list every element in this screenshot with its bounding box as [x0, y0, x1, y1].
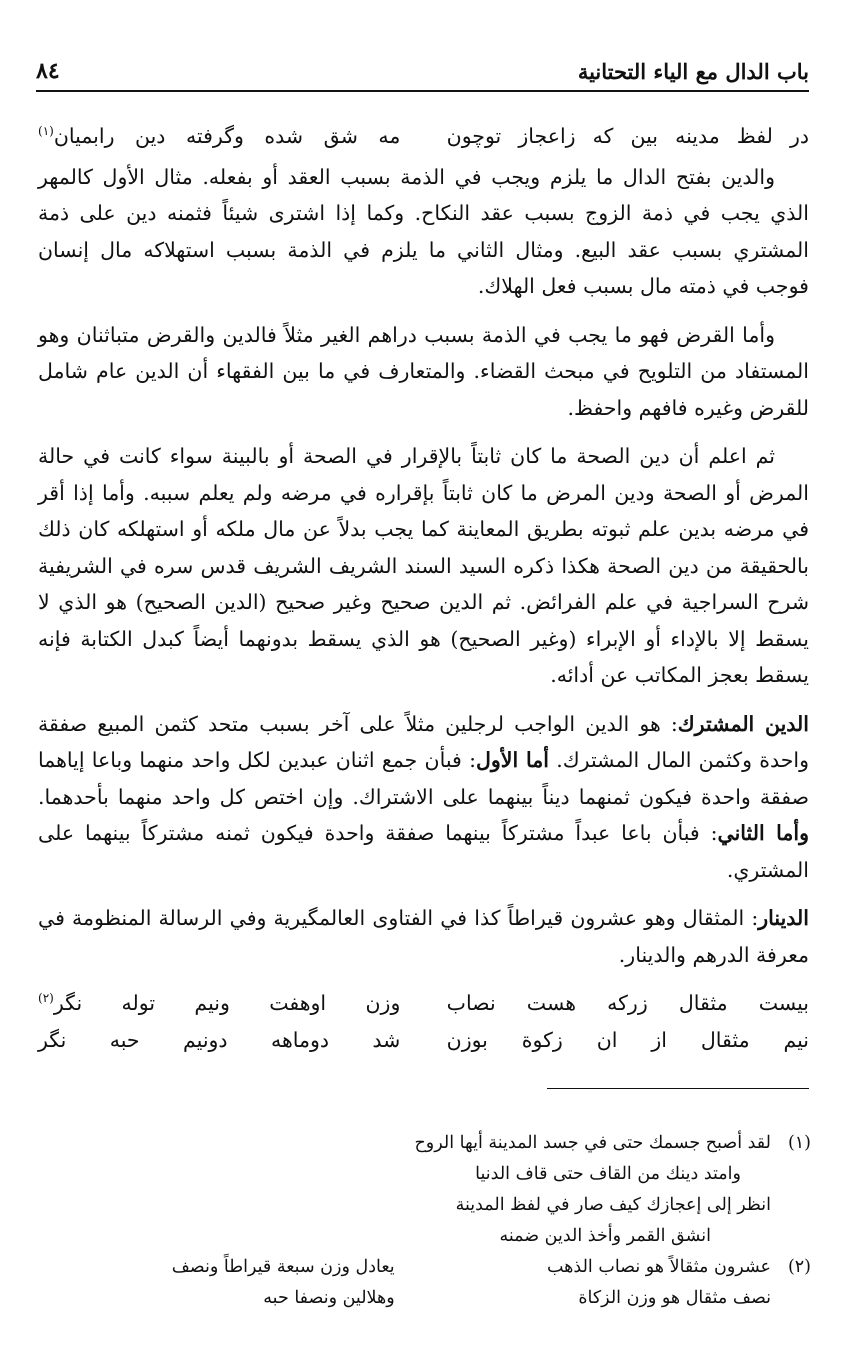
label-second: وأما الثاني — [717, 821, 810, 845]
footnote-divider — [547, 1088, 809, 1089]
verse-hemistich-right: بيست مثقال زركه هست نصاب — [446, 991, 809, 1015]
footnote-1-line-1 — [40, 1128, 811, 1159]
footnote-2-hemistich-right-1 — [426, 1252, 812, 1283]
footnote-1-line-3: انظر إلى إعجازك كيف صار في لفظ المدينة — [455, 1195, 771, 1215]
term-shared-debt: الدين المشترك — [677, 711, 810, 736]
verse-hemistich-left — [38, 118, 400, 155]
verse-line-persian-2 — [38, 985, 809, 1022]
chapter-title: باب الدال مع الياء التحتانية — [577, 59, 809, 84]
verse-hemistich-left-text: مه شق شده وگرفته دين رابميان — [53, 124, 401, 148]
term-dinar: الدينار — [758, 906, 809, 930]
footnote-2-hemistich-right-2 — [426, 1283, 812, 1314]
paragraph-loan: وأما القرض فهو ما يجب في الذمة بسبب دراهم الغير مثلاً فالدين والقرض متباثنان وهو المستفاد من التلويح في مبحث القضاء. والمتعارف في ما بين الفقهاء أن الدين عام شامل للقرض وغيره فافهم واحفظ. — [38, 322, 809, 420]
verse-hemistich-right: نيم مثقال از ان زكوة بوزن — [446, 1027, 809, 1052]
footnote-marker-2[interactable]: (٢) — [38, 991, 54, 1006]
footnote-2-hemistich-left-2: وهلالين ونصفا حبه — [263, 1288, 395, 1308]
running-header — [36, 58, 809, 92]
verse-hemistich-left: شد دوماهه دونيم حبه نگر — [38, 1027, 401, 1052]
footnote-1-line-2: وامتد دينك من القاف حتى قاف الدنيا — [475, 1164, 741, 1184]
shared-debt-text-a: : هو الدين الواجب لرجلين مثلاً على آخر بسبب متحد كثمن المبيع صفقة واحدة وكثمن المال المشترك. — [38, 711, 810, 772]
paragraph-dinar — [38, 900, 809, 973]
footnote-2-line-2 — [40, 1283, 811, 1314]
verse-line-persian-1 — [38, 118, 809, 155]
footnote-2-number: (٢) — [787, 1257, 811, 1277]
footnote-2-hemistich-left-1: يعادل وزن سبعة قيراطاً ونصف — [171, 1257, 395, 1277]
verse-line-persian-3 — [38, 1022, 809, 1059]
verse-hemistich-left — [38, 985, 400, 1022]
verse-hemistich-right: در لفظ مدينه بين كه زاعجاز توچون — [446, 124, 809, 148]
label-first: أما الأول — [476, 748, 549, 772]
shared-debt-text-b: : فبأن جمع اثنان عبدين لكل واحد منهما وباعا إياهما صفقة واحدة فيكون ثمنهما ديناً بينهما على الاشتراك. وإن اختص كل واحد منهما بأحدهما. — [38, 748, 809, 809]
paragraph-shared-debt — [38, 706, 809, 889]
footnote-2-text-r2: نصف مثقال هو وزن الزكاة — [578, 1288, 771, 1308]
footnote-marker-1[interactable]: (١) — [38, 124, 54, 139]
shared-debt-text-c: : فبأن باعا عبداً مشتركاً بينهما صفقة واحدة فيكون ثمنه مشتركاً بينهما على المشتري. — [38, 821, 809, 882]
footnote-1-text-1: لقد أصبح جسمك حتى في جسد المدينة أيها الروح — [414, 1133, 771, 1153]
page-number: ٨٤ — [36, 58, 60, 84]
footnote-1-line-4: انشق القمر وأخذ الدين ضمنه — [499, 1226, 711, 1246]
dinar-text: : المثقال وهو عشرون قيراطاً كذا في الفتاوى العالمگيرية وفي الرسالة المنظومة في معرفة الدرهم والدينار. — [38, 906, 809, 967]
footnote-2-text-r1: عشرون مثقالاً هو نصاب الذهب — [547, 1257, 771, 1277]
footnotes — [40, 1128, 811, 1314]
main-text — [38, 118, 809, 1058]
verse-hemistich-left-text: وزن اوهفت ونيم توله نگر — [53, 991, 401, 1015]
paragraph-debt-definition: والدين بفتح الدال ما يلزم ويجب في الذمة بسبب العقد أو بفعله. مثال الأول كالمهر الذي يجب في ذمة الزوج بسبب عقد النكاح. وكما إذا اشترى شيئاً فثمنه دين على ذمة المشتري بسبب عقد البيع. ومثال الثاني ما يلزم في الذمة بسبب استهلاكه مال إنسان فوجب في ذمته مال بسبب فعل الهلاك. — [38, 164, 809, 298]
paragraph-health-debt: ثم اعلم أن دين الصحة ما كان ثابتاً بالإقرار في الصحة أو بالبينة سواء كانت في حالة المرض أو الصحة ودين المرض ما كان ثابتاً بإقراره في مرضه ولم يعلم سببه. وأما إذا أقر في مرضه بدين علم ثبوته بطريق المعاينة كما يجب بدلاً عن مال ملكه أو استهلكه كان ذلك بالحقيقة من دين الصحة هكذا ذكره السيد السند الشريف الشريف قدس سره في الشريفية شرح السراجية في علم الفرائض. ثم الدين صحيح وغير صحيح (الدين الصحيح) هو الذي لا يسقط إلا بالإداء أو الإبراء (وغير الصحيح) هو الذي يسقط بدونهما أيضاً كبدل الكتابة فإنه يسقط بعجز المكاتب عن أدائه. — [38, 444, 809, 687]
footnote-2-line-1 — [40, 1252, 811, 1283]
footnote-1-number: (١) — [787, 1133, 811, 1153]
